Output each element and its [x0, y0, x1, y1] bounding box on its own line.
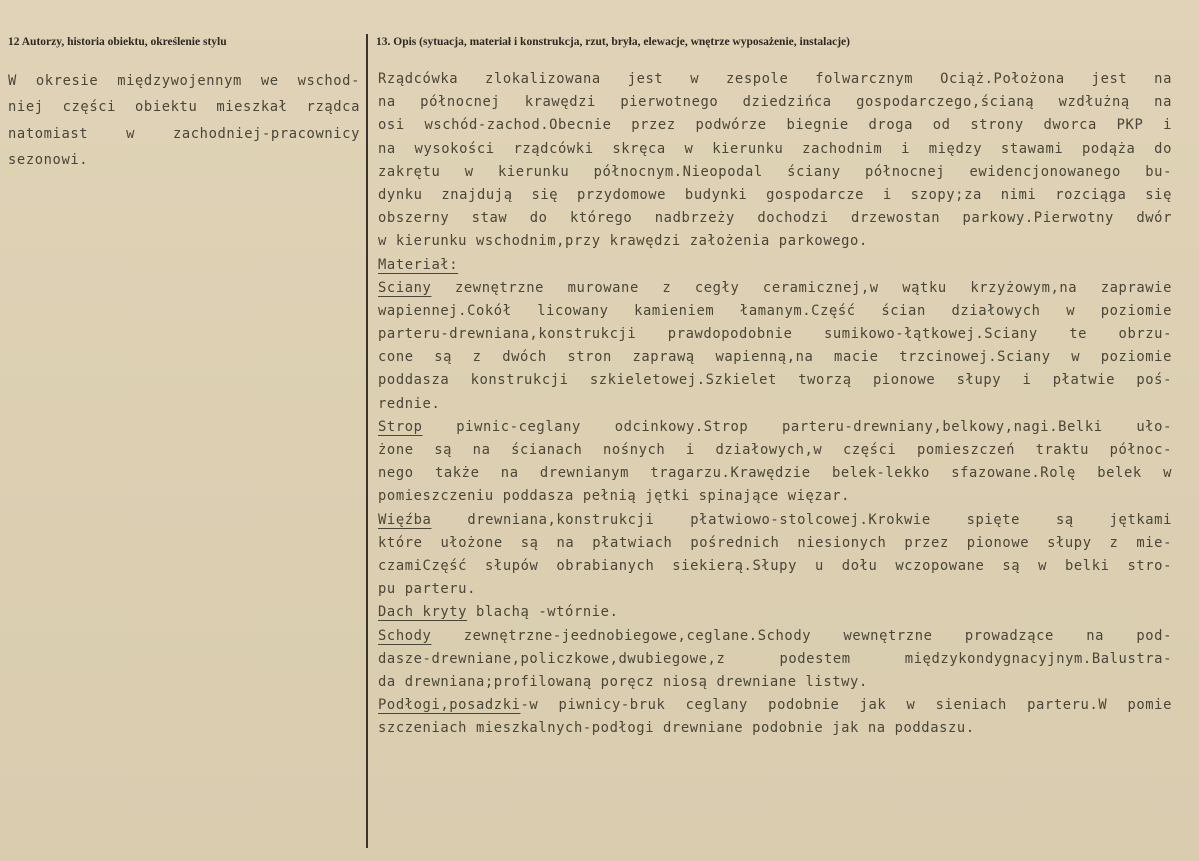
- dach-label: Dach kryty: [378, 604, 468, 621]
- text-line: Rządcówka zlokalizowana jest w zespole folwarcznym Ociąż.Położona jest na: [378, 71, 1172, 87]
- dach-text: blachą -wtórnie.: [467, 604, 619, 621]
- text-line: które ułożone są na płatwiach pośrednich niesionych przez pionowe słupy z mie-: [378, 534, 1172, 551]
- podlogi-label: Podłogi,posadzki: [378, 697, 521, 714]
- text-line: da drewniana;profilowaną poręcz niosą drewniane listwy.: [378, 673, 868, 690]
- text-line: obszerny staw do którego nadbrzeży dochodzi drzewostan parkowy.Pierwotny dwór: [378, 210, 1172, 227]
- text-line: dynku znajdują się przydomowe budynki gospodarcze i szopy;za nimi rozciąga się: [378, 186, 1172, 203]
- strop-label: Strop: [378, 418, 423, 435]
- text-line: zakrętu w kierunku północnym.Nieopodal ściany północnej ewidencjonowanego bu-: [378, 163, 1172, 180]
- text-line: na wysokości rządcówki skręca w kierunku zachodnim i między stawami podąża do: [378, 140, 1172, 157]
- sciany-label: Sciany: [378, 279, 432, 296]
- strop-first-text: piwnic-ceglany odcinkowy.Strop parteru-drewniany,belkowy,nagi.Belki uło-: [422, 418, 1172, 435]
- text-line: sezonowi.: [8, 151, 89, 168]
- wiezba-first-line: [378, 509, 1172, 532]
- text-line: W okresie międzywojennym we wschod-: [8, 73, 360, 89]
- wiezba-label: Więźba: [378, 511, 432, 528]
- text-line: szczeniach mieszkalnych-podłogi drewniane podobnie jak na poddaszu.: [378, 720, 975, 737]
- schody-first-text: zewnętrzne-jeednobiegowe,ceglane.Schody wewnętrzne prowadzące na pod-: [431, 627, 1172, 644]
- text-line: żone są na ścianach nośnych i działowych,w części pomieszczeń traktu północ-: [378, 442, 1172, 458]
- strop-first-line: [378, 416, 1172, 439]
- wiezba-first-text: drewniana,konstrukcji płatwiowo-stolcowej.Krokwie spięte są jętkami: [431, 511, 1172, 528]
- sciany-first-line: [378, 277, 1172, 300]
- section-12-header: 12 Autorzy, historia obiektu, określenie stylu: [8, 36, 227, 48]
- text-line: parteru-drewniana,konstrukcji prawdopodobnie sumikowo-łątkowej.Sciany te obrzu-: [378, 326, 1172, 343]
- text-line: natomiast w zachodniej-pracownicy: [8, 125, 360, 142]
- dach-line: [378, 601, 1172, 624]
- text-line: cone są z dwóch stron zaprawą wapienną,na macie trzcinowej.Sciany w poziomie: [378, 349, 1172, 366]
- text-line: osi wschód-zachod.Obecnie przez podwórze biegnie droga od strony dworca PKP i: [378, 117, 1172, 134]
- text-line: niej części obiektu mieszkał rządca: [8, 99, 360, 116]
- material-heading-label: Materiał:: [378, 256, 459, 273]
- schody-label: Schody: [378, 627, 432, 644]
- material-heading: [378, 254, 1172, 277]
- podlogi-first-text: -w piwnicy-bruk ceglany podobnie jak w sieniach parteru.W pomie: [520, 697, 1172, 714]
- text-line: dasze-drewniane,policzkowe,dwubiegowe,z podestem międzykondygnacyjnym.Balustra-: [378, 650, 1172, 667]
- sciany-first-text: zewnętrzne murowane z cegły ceramicznej,w wątku krzyżowym,na zaprawie: [431, 279, 1172, 296]
- section-12-text: [8, 68, 360, 173]
- text-line: na północnej krawędzi pierwotnego dziedzińca gospodarczego,ścianą wzdłużną na: [378, 94, 1172, 111]
- text-line: w kierunku wschodnim,przy krawędzi założenia parkowego.: [378, 233, 868, 250]
- text-line: nego także na drewnianym tragarzu.Krawędzie belek-lekko sfazowane.Rolę belek w: [378, 465, 1172, 482]
- podlogi-first-line: [378, 694, 1172, 717]
- text-line: rednie.: [378, 395, 441, 412]
- column-divider: [366, 34, 368, 848]
- section-13-text: [378, 68, 1172, 740]
- text-line: poddasza konstrukcji szkieletowej.Szkielet tworzą pionowe słupy i płatwie poś-: [378, 372, 1172, 389]
- text-line: pomieszczeniu poddasza pełnią jętki spinające więzar.: [378, 488, 851, 505]
- text-line: pu parteru.: [378, 581, 476, 598]
- text-line: czamiCzęść słupów obrabianych siekierą.Słupy u dołu wczopowane są w belki stro-: [378, 557, 1172, 574]
- text-line: wapiennej.Cokół licowany kamieniem łamanym.Część ścian działowych w poziomie: [378, 302, 1172, 319]
- section-13-header: 13. Opis (sytuacja, materiał i konstrukcja, rzut, bryła, elewacje, wnętrze wyposażenie, instalacje): [376, 36, 850, 48]
- schody-first-line: [378, 625, 1172, 648]
